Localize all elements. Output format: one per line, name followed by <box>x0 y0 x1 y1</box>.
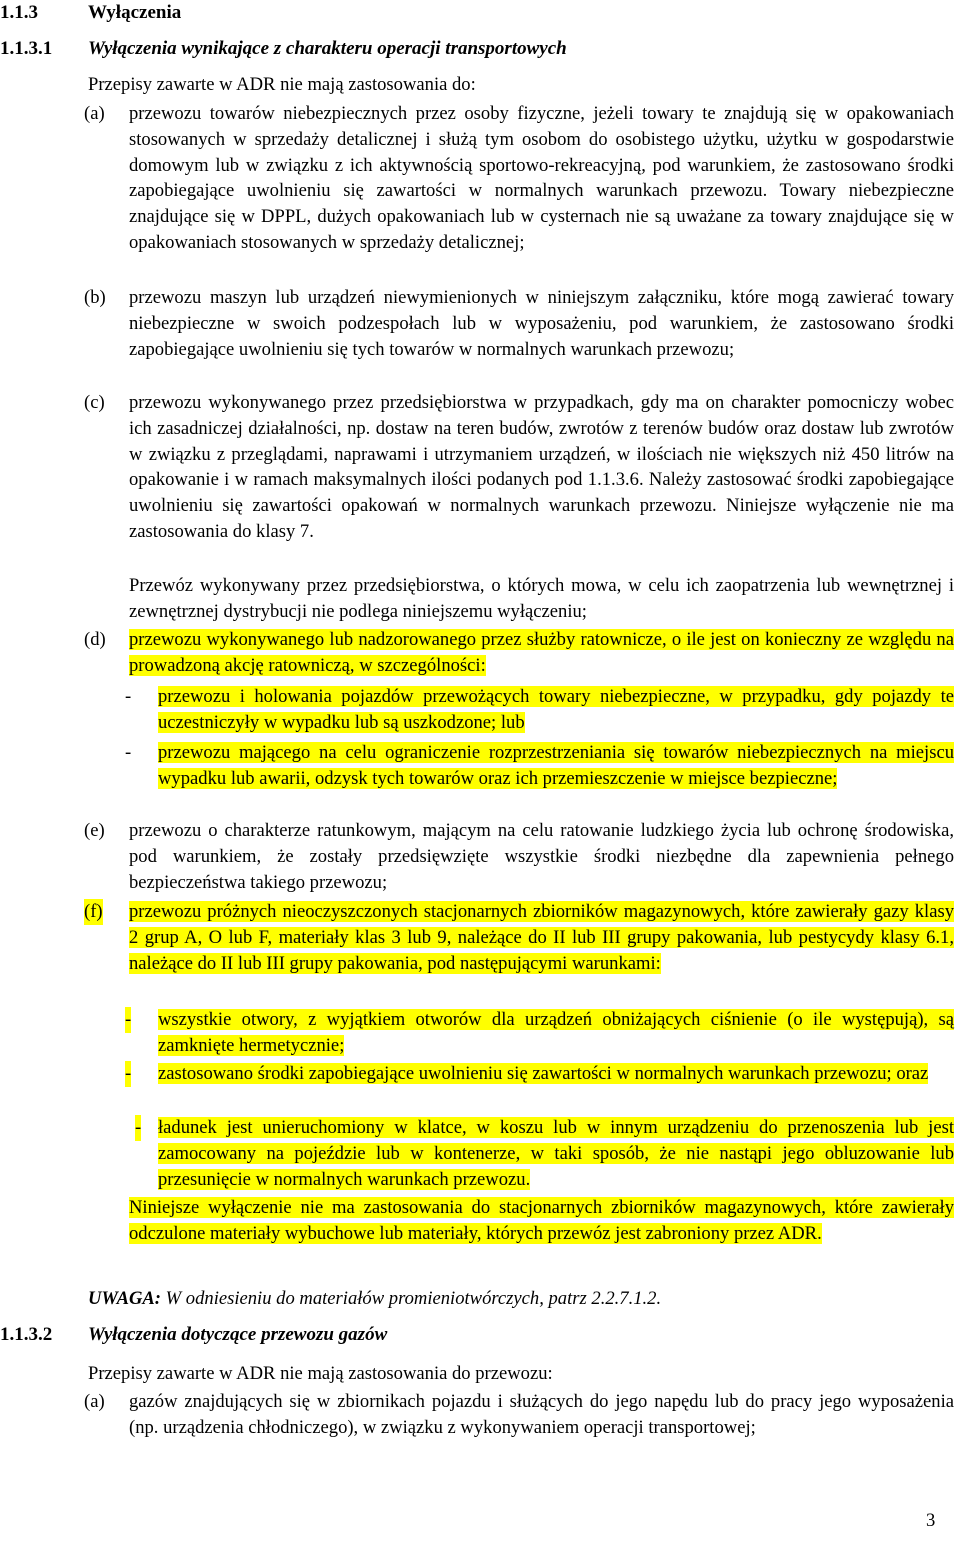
sub-item-text: ładunek jest unieruchomiony w klatce, w koszu lub w innym urządzeniu do przenoszenia lub jest zamocowany na pojeździe lub w kontenerze, w taki sposób, że nie nastąpi jego obluzowanie lub przesunięcie w normalnych warunkach przewozu. <box>158 1117 954 1190</box>
item-label: (d) <box>84 629 106 650</box>
note-text: W odniesieniu do materiałów promieniotwórczych, patrz 2.2.7.1.2. <box>161 1288 662 1309</box>
intro-paragraph: Przepisy zawarte w ADR nie mają zastosowania do: <box>88 74 476 95</box>
item-label: (e) <box>84 820 105 841</box>
note-label: UWAGA: <box>88 1288 162 1309</box>
section-title: Wyłączenia <box>88 2 182 23</box>
highlighted-text: przewozu wykonywanego lub nadzorowanego przez służby ratownicze, o ile jest on konieczny ze względu na prowadzoną akcję ratowniczą, w szczególności: <box>129 629 954 676</box>
item-text: przewozu towarów niebezpiecznych przez osoby fizyczne, jeżeli towary te znajdują się w opakowaniach stosowanych w sprzedaży detalicznej i służą tym osobom do osobistego użytku, użytku w gospodarstwie domowym lub w związku z ich aktywnością sportowo-rekreacyjną, pod warunkiem, że zastosowano środki zapobiegające uwolnieniu się zawartości w normalnych warunkach przewozu. Towary niebezpieczne znajdujące się w DPPL, dużych opakowaniach lub w cysternach nie są uważane za towary znajdujące się w opakowaniach stosowanych w sprzedaży detalicznej; <box>129 103 954 253</box>
page-number: 3 <box>926 1510 936 1531</box>
item-text: gazów znajdujących się w zbiornikach pojazdu i służących do jego napędu lub do pracy jego wyposażenia (np. urządzenia chłodniczego), w związku z wykonywaniem operacji transportowej; <box>129 1391 954 1438</box>
highlighted-text: przewozu próżnych nieoczyszczonych stacjonarnych zbiorników magazynowych, które zawierały gazy klasy 2 grup A, O lub F, materiały klas 3 lub 9, należące do II lub III grupy pakowania, lub pestycydy klasy 6.1, należące do II lub III grupy pakowania, pod następującymi warunkami: <box>129 901 954 974</box>
item-text-continued: Przewóz wykonywany przez przedsiębiorstwa, o których mowa, w celu ich zaopatrzenia lub wewnętrznej i zewnętrznej dystrybucji nie podlega niniejszemu wyłączeniu; <box>129 575 954 622</box>
section-number: 1.1.3.1 <box>0 38 53 59</box>
item-text: przewozu o charakterze ratunkowym, mającym na celu ratowanie ludzkiego życia lub ochronę środowiska, pod warunkiem, że zostały przedsięwzięte wszystkie środki niezbędne dla zapewnienia pełnego bezpieczeństwa takiego przewozu; <box>129 820 954 893</box>
item-label: (a) <box>84 103 105 124</box>
section-number: 1.1.3 <box>0 2 38 23</box>
item-label: (a) <box>84 1391 105 1412</box>
sub-item-text: przewozu mającego na celu ograniczenie rozprzestrzeniania się towarów niebezpiecznych na miejscu wypadku lub awarii, odzysk tych towarów oraz ich przemieszczenie w miejsce bezpieczne; <box>158 742 954 789</box>
section-number: 1.1.3.2 <box>0 1324 53 1345</box>
item-text: przewozu maszyn lub urządzeń niewymienionych w niniejszym załączniku, które mogą zawierać towary niebezpieczne w swoich podzespołach lub w wyposażeniu, pod warunkiem, że zastosowano środki zapobiegające uwolnieniu się tych towarów w normalnych warunkach przewozu; <box>129 287 954 360</box>
sub-item-text: wszystkie otwory, z wyjątkiem otworów dla urządzeń obniżających ciśnienie (o ile występują), są zamknięte hermetycznie; <box>158 1009 954 1056</box>
dash-bullet: - <box>125 1061 131 1087</box>
item-text <box>129 627 954 679</box>
item-text: przewozu wykonywanego przez przedsiębiorstwa w przypadkach, gdy ma on charakter pomocniczy wobec ich zasadniczej działalności, np. dostaw na teren budów, zwrotów z terenów budów oraz dostaw lub zwrotów w związku z przeglądami, naprawami i utrzymaniem urządzeń, w ilościach nie większych niż 450 litrów na opakowanie i w ramach maksymalnych ilości podanych pod 1.1.3.6. Należy zastosować środki zapobiegające uwolnieniu się zawartości opakowań w normalnych warunkach przewozu. Niniejsze wyłączenie nie ma zastosowania do klasy 7. <box>129 392 954 542</box>
dash-bullet: - <box>135 1115 141 1141</box>
sub-item-text: przewozu i holowania pojazdów przewożących towary niebezpieczne, w przypadku, gdy pojazdy te uczestniczyły w wypadku lub są uszkodzone; lub <box>158 686 954 733</box>
item-label: (f) <box>84 899 103 925</box>
note <box>88 1286 661 1312</box>
dash-bullet: - <box>125 742 132 763</box>
sub-item-text: zastosowano środki zapobiegające uwolnieniu się zawartości w normalnych warunkach przewozu; oraz <box>158 1063 929 1084</box>
item-text-continued: Niniejsze wyłączenie nie ma zastosowania do stacjonarnych zbiorników magazynowych, które zawierały odczulone materiały wybuchowe lub materiały, których przewóz jest zabroniony przez ADR. <box>129 1197 954 1244</box>
dash-bullet: - <box>125 1007 131 1033</box>
item-label: (c) <box>84 392 105 413</box>
item-text <box>129 899 954 976</box>
dash-bullet: - <box>125 686 132 707</box>
item-label: (b) <box>84 287 106 308</box>
section-title: Wyłączenia wynikające z charakteru operacji transportowych <box>88 38 567 59</box>
intro-paragraph: Przepisy zawarte w ADR nie mają zastosowania do przewozu: <box>88 1363 553 1384</box>
section-title: Wyłączenia dotyczące przewozu gazów <box>88 1324 388 1345</box>
